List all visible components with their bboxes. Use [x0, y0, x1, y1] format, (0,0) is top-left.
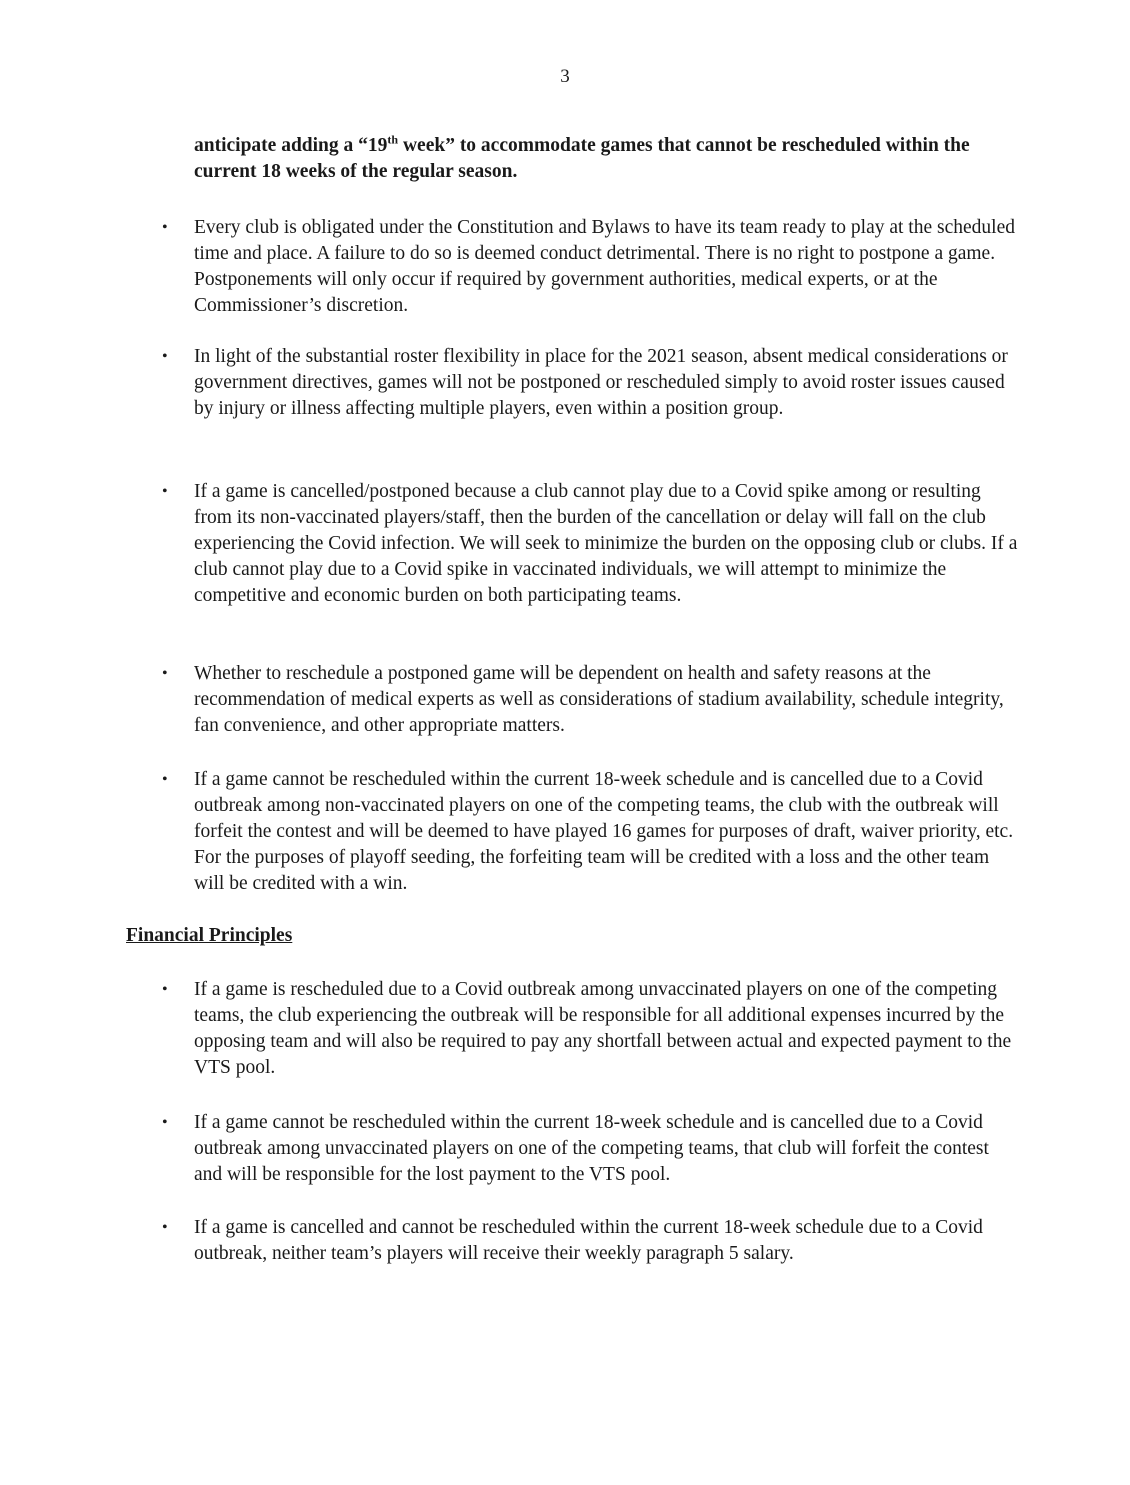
- list-item-text: If a game cannot be rescheduled within the current 18-week schedule and is cancelled due to a Covid outbreak among non-vaccinated players on one of the competing teams, the club with the outbreak will forfeit the contest and will be deemed to have played 16 games for purposes of draft, waiver priority, etc. For the purposes of playoff seeding, the forfeiting team will be credited with a loss and the other team will be credited with a win.: [194, 769, 1014, 894]
- bullet-icon: •: [162, 219, 168, 236]
- bullet-icon: •: [162, 348, 168, 365]
- list-item: [162, 479, 1022, 609]
- bullet-icon: •: [162, 771, 168, 788]
- list-item: [162, 1215, 1022, 1267]
- list-item: [162, 661, 1022, 739]
- bullet-icon: •: [162, 1219, 168, 1236]
- lead-text-start: anticipate adding a “19: [194, 135, 388, 156]
- page-number: 3: [560, 66, 570, 87]
- lead-paragraph: [194, 133, 1024, 185]
- list-item-text: If a game is cancelled/postponed because a club cannot play due to a Covid spike among or resulting from its non-vaccinated players/staff, then the burden of the cancellation or delay will fall on the club experiencing the Covid infection. We will seek to minimize the burden on the opposing club or clubs. If a club cannot play due to a Covid spike in vaccinated individuals, we will attempt to minimize the competitive and economic burden on both participating teams.: [194, 481, 1018, 606]
- list-item-text: If a game cannot be rescheduled within the current 18-week schedule and is cancelled due to a Covid outbreak among unvaccinated players on one of the competing teams, that club will forfeit the contest and will be responsible for the lost payment to the VTS pool.: [194, 1112, 989, 1185]
- lead-text-end: week” to accommodate games that cannot be rescheduled within the current 18 weeks of the regular season.: [194, 135, 970, 182]
- list-item-text: Every club is obligated under the Constitution and Bylaws to have its team ready to play at the scheduled time and place. A failure to do so is deemed conduct detrimental. There is no right to postpone a game. Postponements will only occur if required by government authorities, medical experts, or at the Commissioner’s discretion.: [194, 217, 1015, 316]
- lead-superscript: th: [387, 132, 399, 147]
- list-item-text: In light of the substantial roster flexibility in place for the 2021 season, absent medical considerations or government directives, games will not be postponed or rescheduled simply to avoid roster issues caused by injury or illness affecting multiple players, even within a position group.: [194, 346, 1008, 419]
- section-heading: Financial Principles: [126, 925, 293, 946]
- list-item: [162, 977, 1022, 1081]
- list-item-text: If a game is rescheduled due to a Covid outbreak among unvaccinated players on one of the competing teams, the club experiencing the outbreak will be responsible for all additional expenses incurred by the opposing team and will also be required to pay any shortfall between actual and expected payment to the VTS pool.: [194, 979, 1012, 1078]
- bullet-icon: •: [162, 483, 168, 500]
- list-item: [162, 344, 1022, 422]
- list-item: [162, 215, 1022, 319]
- list-item: [162, 1110, 1022, 1188]
- bullet-icon: •: [162, 665, 168, 682]
- list-item-text: Whether to reschedule a postponed game will be dependent on health and safety reasons at the recommendation of medical experts as well as considerations of stadium availability, schedule integrity, fan convenience, and other appropriate matters.: [194, 663, 1004, 736]
- list-item: [162, 767, 1022, 897]
- bullet-icon: •: [162, 1114, 168, 1131]
- list-item-text: If a game is cancelled and cannot be rescheduled within the current 18-week schedule due to a Covid outbreak, neither team’s players will receive their weekly paragraph 5 salary.: [194, 1217, 983, 1264]
- bullet-icon: •: [162, 981, 168, 998]
